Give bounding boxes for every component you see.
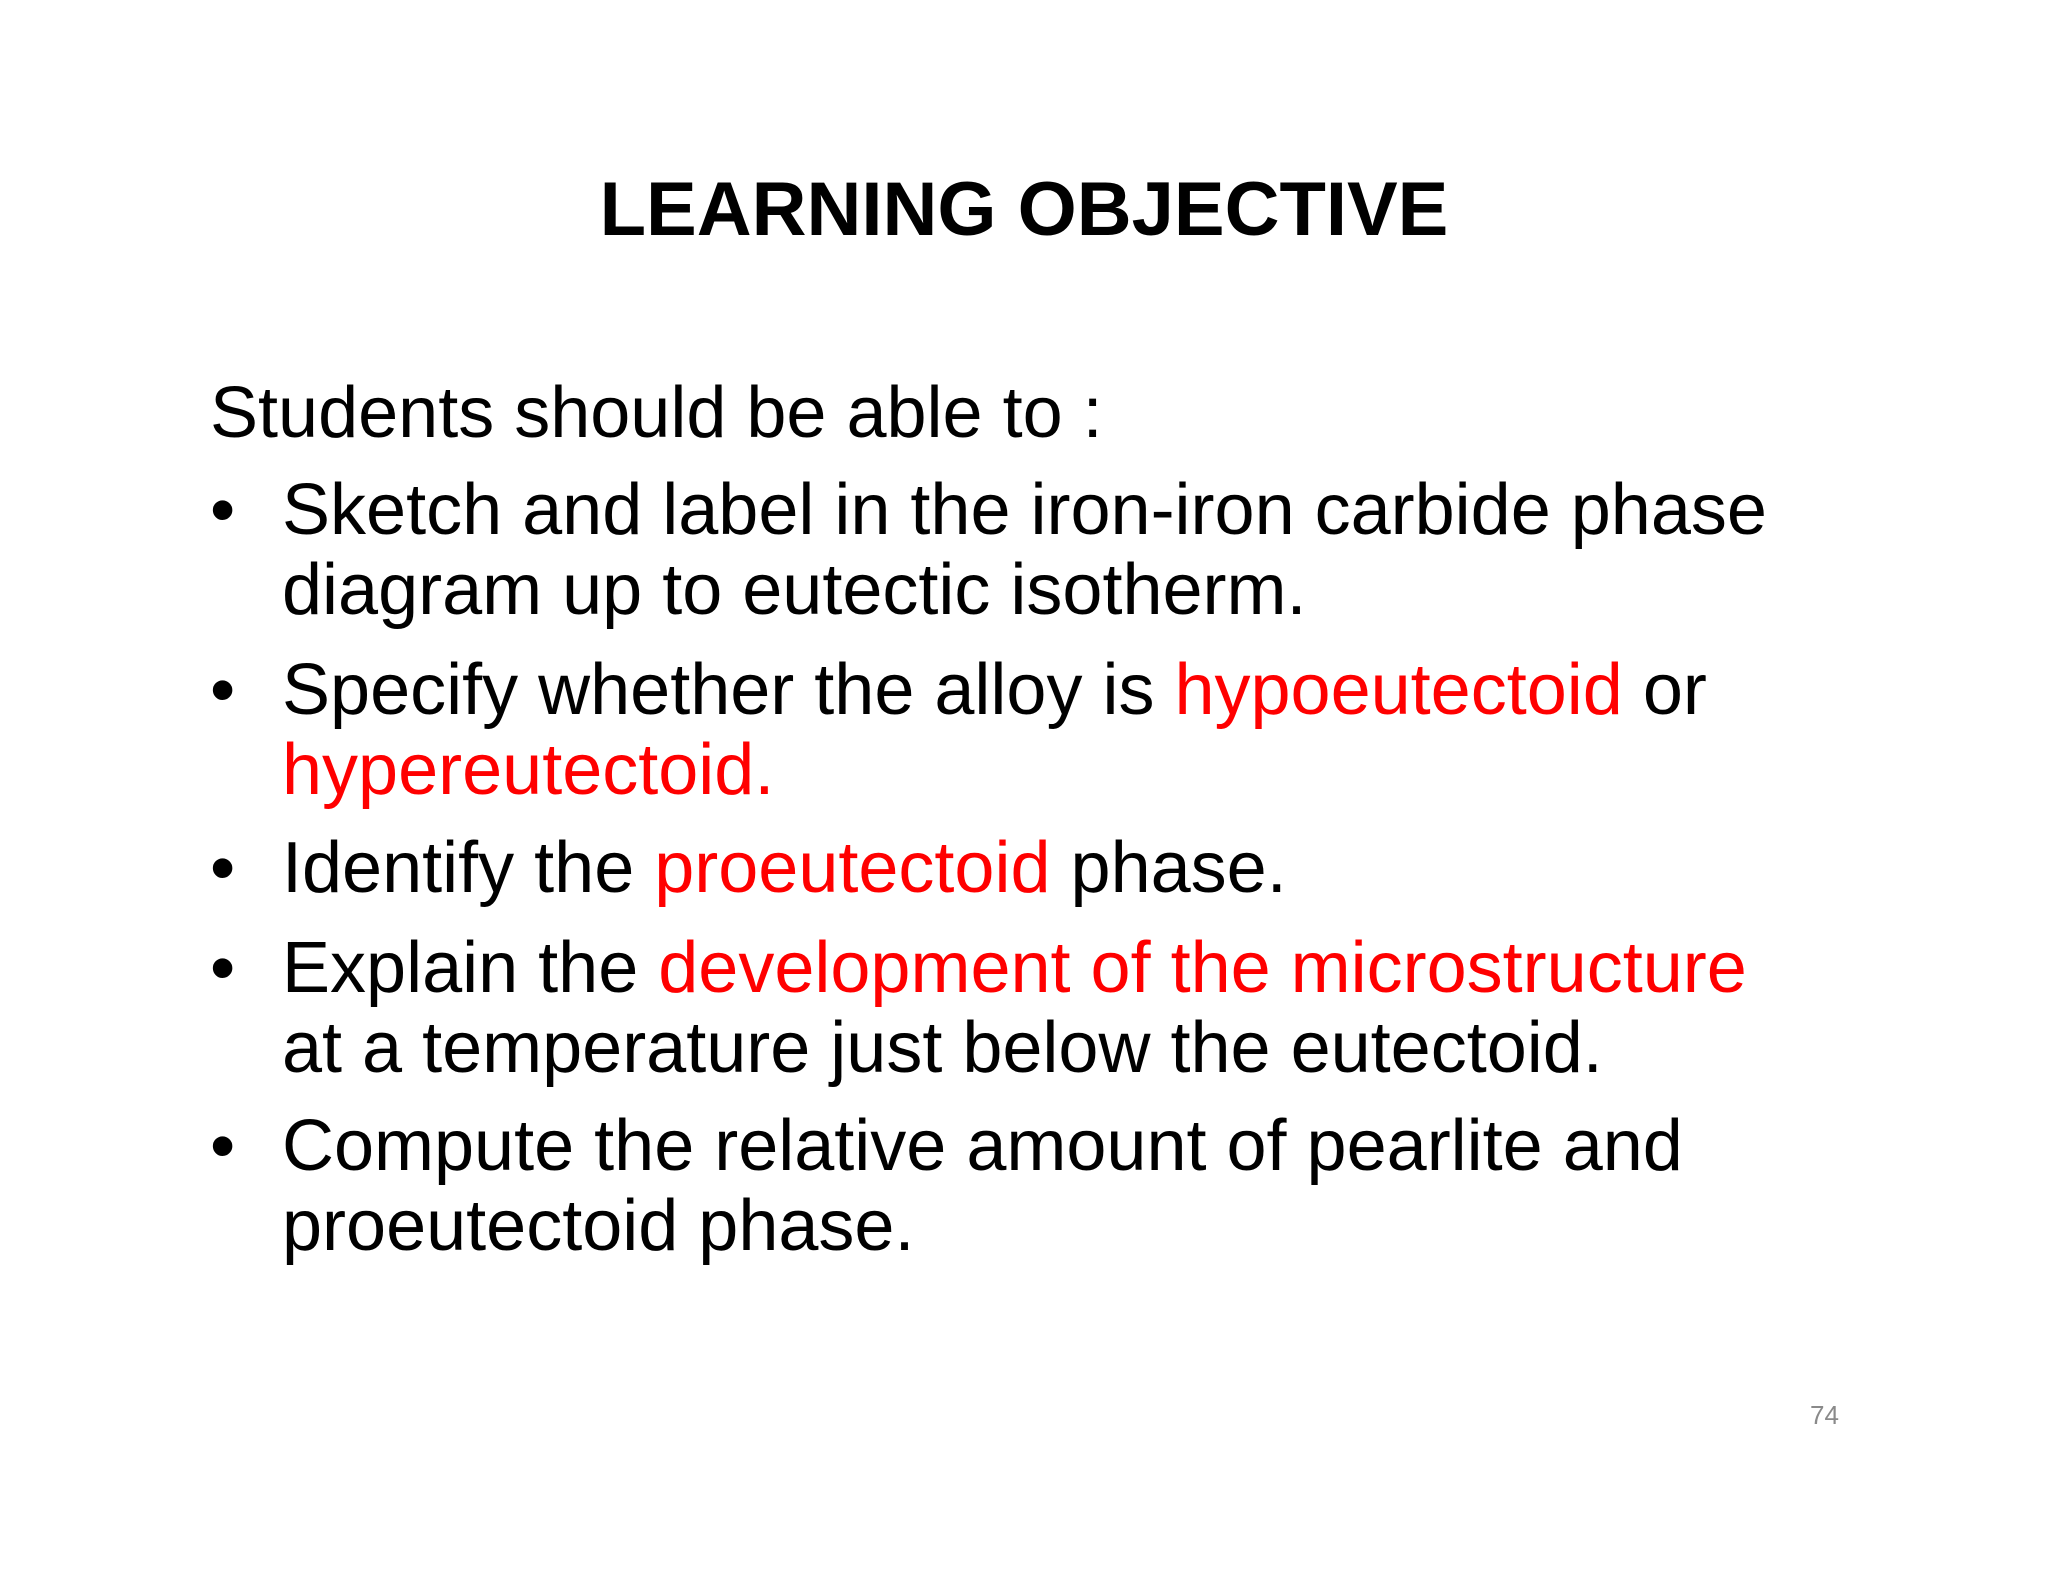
highlighted-term: hypereutectoid. [282,730,775,810]
bullet-icon: • [210,470,236,550]
bullet-text [282,828,1910,908]
bullet-line [282,470,1910,550]
page-number: 74 [1810,1400,1839,1430]
text-segment: or [1622,650,1707,730]
highlighted-term: hypoeutectoid [1174,650,1623,730]
bullet-line [282,828,1910,908]
bullet-icon: • [210,828,236,908]
text-segment: Sketch and label in the iron-iron carbide phase [282,470,1767,550]
bullet-icon: • [210,928,236,1008]
bullet-text [282,650,1910,810]
text-segment: proeutectoid phase. [282,1186,915,1266]
bullet-item-2 [210,650,1910,810]
bullet-icon: • [210,650,236,730]
slide-title: LEARNING OBJECTIVE [599,167,1449,252]
highlighted-term: proeutectoid [654,828,1051,908]
bullet-text [282,470,1910,630]
bullet-item-1 [210,470,1910,630]
text-segment: Identify the [282,828,655,908]
text-segment: at a temperature just below the eutectoid. [282,1008,1603,1088]
bullet-item-5 [210,1106,1910,1266]
intro-text: Students should be able to : [210,373,1103,453]
text-segment: Compute the relative amount of pearlite and [282,1106,1683,1186]
bullet-line [282,650,1910,730]
bullet-icon: • [210,1106,236,1186]
bullet-line [282,1008,1910,1088]
bullet-line [282,928,1910,1008]
bullet-line [282,1186,1910,1266]
bullet-item-4 [210,928,1910,1088]
bullet-line [282,550,1910,630]
bullet-item-3 [210,828,1910,908]
bullet-line [282,730,1910,810]
text-segment: phase. [1050,828,1287,908]
highlighted-term: development of the microstructure [658,928,1747,1008]
text-segment: Specify whether the alloy is [282,650,1175,730]
bullet-text [282,1106,1910,1266]
bullet-text [282,928,1910,1088]
text-segment: Explain the [282,928,659,1008]
bullet-line [282,1106,1910,1186]
text-segment: diagram up to eutectic isotherm. [282,550,1307,630]
